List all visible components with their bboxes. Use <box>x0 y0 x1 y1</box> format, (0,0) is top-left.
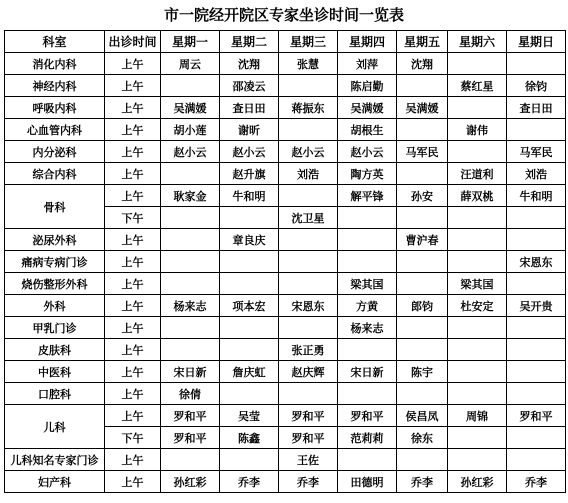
doctor-cell-thursday <box>338 229 397 251</box>
table-row <box>5 229 566 251</box>
doctor-cell-wednesday <box>279 185 338 207</box>
doctor-cell-sunday <box>507 317 566 339</box>
session-cell: 上午 <box>105 295 161 317</box>
doctor-cell-tuesday <box>220 449 279 471</box>
doctor-cell-monday: 罗和平 <box>161 427 220 449</box>
department-cell: 心血管内科 <box>5 119 105 141</box>
doctor-cell-thursday: 方黄 <box>338 295 397 317</box>
doctor-cell-thursday: 吴满媛 <box>338 97 397 119</box>
doctor-cell-sunday <box>507 207 566 229</box>
doctor-cell-tuesday: 章良庆 <box>220 229 279 251</box>
doctor-cell-thursday: 刘萍 <box>338 53 397 75</box>
table-row <box>5 273 566 295</box>
doctor-cell-monday <box>161 339 220 361</box>
doctor-cell-monday: 赵小云 <box>161 141 220 163</box>
doctor-cell-saturday <box>448 251 507 273</box>
department-cell: 口腔科 <box>5 383 105 405</box>
doctor-cell-tuesday: 谢昕 <box>220 119 279 141</box>
doctor-cell-wednesday: 沈卫星 <box>279 207 338 229</box>
doctor-cell-sunday <box>507 53 566 75</box>
doctor-cell-saturday: 杜安定 <box>448 295 507 317</box>
table-row <box>5 405 566 427</box>
doctor-cell-sunday <box>507 273 566 295</box>
doctor-cell-thursday <box>338 251 397 273</box>
doctor-cell-monday <box>161 449 220 471</box>
session-cell: 上午 <box>105 229 161 251</box>
doctor-cell-sunday: 罗和平 <box>507 405 566 427</box>
doctor-cell-tuesday <box>220 273 279 295</box>
doctor-cell-wednesday <box>279 251 338 273</box>
table-row <box>5 141 566 163</box>
doctor-cell-thursday <box>338 339 397 361</box>
doctor-cell-thursday: 田德明 <box>338 471 397 493</box>
doctor-cell-saturday: 周锦 <box>448 405 507 427</box>
doctor-cell-tuesday: 查日田 <box>220 97 279 119</box>
table-row <box>5 53 566 75</box>
session-cell: 上午 <box>105 185 161 207</box>
doctor-cell-saturday <box>448 383 507 405</box>
session-cell: 上午 <box>105 361 161 383</box>
department-cell: 烧伤整形外科 <box>5 273 105 295</box>
header-saturday: 星期六 <box>448 31 507 53</box>
header-tuesday: 星期二 <box>220 31 279 53</box>
session-cell: 上午 <box>105 75 161 97</box>
session-cell: 上午 <box>105 471 161 493</box>
session-cell: 上午 <box>105 383 161 405</box>
table-row <box>5 339 566 361</box>
header-friday: 星期五 <box>397 31 448 53</box>
doctor-cell-friday <box>397 75 448 97</box>
doctor-cell-wednesday: 王佐 <box>279 449 338 471</box>
doctor-cell-thursday: 宋日新 <box>338 361 397 383</box>
header-monday: 星期一 <box>161 31 220 53</box>
session-cell: 上午 <box>105 251 161 273</box>
doctor-cell-friday: 乔李 <box>397 471 448 493</box>
session-cell: 上午 <box>105 141 161 163</box>
doctor-cell-sunday: 马军民 <box>507 141 566 163</box>
doctor-cell-saturday <box>448 339 507 361</box>
doctor-cell-friday <box>397 383 448 405</box>
doctor-cell-monday: 杨来志 <box>161 295 220 317</box>
department-cell: 消化内科 <box>5 53 105 75</box>
doctor-cell-sunday <box>507 361 566 383</box>
schedule-table <box>4 30 566 493</box>
doctor-cell-thursday <box>338 207 397 229</box>
doctor-cell-friday: 郎钧 <box>397 295 448 317</box>
doctor-cell-friday: 侯昌凤 <box>397 405 448 427</box>
table-row <box>5 185 566 207</box>
doctor-cell-monday: 罗和平 <box>161 405 220 427</box>
header-session: 出诊时间 <box>105 31 161 53</box>
doctor-cell-monday <box>161 229 220 251</box>
table-row <box>5 295 566 317</box>
doctor-cell-sunday <box>507 449 566 471</box>
doctor-cell-wednesday: 刘浩 <box>279 163 338 185</box>
session-cell: 上午 <box>105 97 161 119</box>
doctor-cell-thursday: 范莉莉 <box>338 427 397 449</box>
doctor-cell-saturday <box>448 53 507 75</box>
session-cell: 上午 <box>105 119 161 141</box>
department-cell: 皮肤科 <box>5 339 105 361</box>
doctor-cell-wednesday: 张慧 <box>279 53 338 75</box>
table-row <box>5 317 566 339</box>
department-cell: 甲乳门诊 <box>5 317 105 339</box>
doctor-cell-wednesday: 张正勇 <box>279 339 338 361</box>
doctor-cell-tuesday: 赵升旗 <box>220 163 279 185</box>
doctor-cell-thursday: 罗和平 <box>338 405 397 427</box>
doctor-cell-sunday: 宋恩东 <box>507 251 566 273</box>
doctor-cell-tuesday: 项本宏 <box>220 295 279 317</box>
doctor-cell-friday: 吴满媛 <box>397 97 448 119</box>
doctor-cell-saturday: 谢伟 <box>448 119 507 141</box>
doctor-cell-wednesday <box>279 119 338 141</box>
doctor-cell-sunday <box>507 427 566 449</box>
page-title: 市一院经开院区专家坐诊时间一览表 <box>163 6 404 24</box>
doctor-cell-friday <box>397 207 448 229</box>
doctor-cell-tuesday: 乔李 <box>220 471 279 493</box>
doctor-cell-monday <box>161 251 220 273</box>
doctor-cell-sunday: 乔李 <box>507 471 566 493</box>
doctor-cell-friday <box>397 449 448 471</box>
doctor-cell-saturday <box>448 229 507 251</box>
header-department: 科室 <box>5 31 105 53</box>
doctor-cell-friday <box>397 163 448 185</box>
table-row <box>5 251 566 273</box>
doctor-cell-saturday <box>448 427 507 449</box>
department-cell: 综合内科 <box>5 163 105 185</box>
doctor-cell-saturday <box>448 317 507 339</box>
doctor-cell-sunday <box>507 383 566 405</box>
department-cell: 泌尿外科 <box>5 229 105 251</box>
department-cell: 骨科 <box>5 185 105 229</box>
table-row <box>5 119 566 141</box>
doctor-cell-wednesday <box>279 229 338 251</box>
header-thursday: 星期四 <box>338 31 397 53</box>
session-cell: 上午 <box>105 339 161 361</box>
department-cell: 内分泌科 <box>5 141 105 163</box>
department-cell: 外科 <box>5 295 105 317</box>
doctor-cell-saturday: 孙红彩 <box>448 471 507 493</box>
doctor-cell-friday: 马军民 <box>397 141 448 163</box>
doctor-cell-saturday: 蔡红星 <box>448 75 507 97</box>
doctor-cell-tuesday <box>220 317 279 339</box>
doctor-cell-thursday: 梁其国 <box>338 273 397 295</box>
doctor-cell-tuesday: 赵小云 <box>220 141 279 163</box>
table-row <box>5 383 566 405</box>
doctor-cell-friday <box>397 251 448 273</box>
table-row <box>5 449 566 471</box>
doctor-cell-thursday: 陈启勤 <box>338 75 397 97</box>
doctor-cell-saturday <box>448 141 507 163</box>
doctor-cell-sunday <box>507 229 566 251</box>
doctor-cell-wednesday: 罗和平 <box>279 427 338 449</box>
department-cell: 呼吸内科 <box>5 97 105 119</box>
doctor-cell-thursday <box>338 449 397 471</box>
doctor-cell-sunday: 刘浩 <box>507 163 566 185</box>
session-cell: 下午 <box>105 427 161 449</box>
doctor-cell-monday: 吴满媛 <box>161 97 220 119</box>
doctor-cell-monday: 耿家金 <box>161 185 220 207</box>
department-cell: 妇产科 <box>5 471 105 493</box>
session-cell: 上午 <box>105 53 161 75</box>
doctor-cell-monday: 徐倩 <box>161 383 220 405</box>
doctor-cell-monday: 宋日新 <box>161 361 220 383</box>
doctor-cell-saturday <box>448 361 507 383</box>
table-row <box>5 471 566 493</box>
doctor-cell-wednesday <box>279 383 338 405</box>
doctor-cell-wednesday: 罗和平 <box>279 405 338 427</box>
doctor-cell-monday <box>161 75 220 97</box>
doctor-cell-tuesday <box>220 383 279 405</box>
doctor-cell-saturday: 薛双桃 <box>448 185 507 207</box>
doctor-cell-wednesday <box>279 273 338 295</box>
doctor-cell-friday <box>397 339 448 361</box>
doctor-cell-sunday: 查日田 <box>507 97 566 119</box>
doctor-cell-sunday <box>507 119 566 141</box>
doctor-cell-monday: 胡小莲 <box>161 119 220 141</box>
department-cell: 儿科知名专家门诊 <box>5 449 105 471</box>
doctor-cell-friday: 陈宇 <box>397 361 448 383</box>
doctor-cell-tuesday: 詹庆虹 <box>220 361 279 383</box>
doctor-cell-thursday: 陶方英 <box>338 163 397 185</box>
doctor-cell-tuesday: 沈翔 <box>220 53 279 75</box>
doctor-cell-sunday: 徐钧 <box>507 75 566 97</box>
doctor-cell-thursday: 杨来志 <box>338 317 397 339</box>
session-cell: 上午 <box>105 449 161 471</box>
department-cell: 神经内科 <box>5 75 105 97</box>
doctor-cell-monday <box>161 317 220 339</box>
doctor-cell-thursday: 胡根生 <box>338 119 397 141</box>
doctor-cell-tuesday <box>220 251 279 273</box>
doctor-cell-tuesday <box>220 339 279 361</box>
header-wednesday: 星期三 <box>279 31 338 53</box>
doctor-cell-friday: 曹沪春 <box>397 229 448 251</box>
doctor-cell-tuesday <box>220 207 279 229</box>
department-cell: 儿科 <box>5 405 105 449</box>
header-sunday: 星期日 <box>507 31 566 53</box>
doctor-cell-wednesday: 宋恩东 <box>279 295 338 317</box>
doctor-cell-friday <box>397 119 448 141</box>
doctor-cell-thursday <box>338 383 397 405</box>
table-row <box>5 361 566 383</box>
doctor-cell-sunday: 吴开贵 <box>507 295 566 317</box>
doctor-cell-sunday <box>507 339 566 361</box>
doctor-cell-tuesday: 吴莹 <box>220 405 279 427</box>
doctor-cell-wednesday <box>279 317 338 339</box>
session-cell: 上午 <box>105 405 161 427</box>
doctor-cell-friday: 孙安 <box>397 185 448 207</box>
session-cell: 上午 <box>105 273 161 295</box>
table-row <box>5 163 566 185</box>
doctor-cell-thursday: 赵小云 <box>338 141 397 163</box>
department-cell: 中医科 <box>5 361 105 383</box>
doctor-cell-monday: 孙红彩 <box>161 471 220 493</box>
doctor-cell-saturday <box>448 449 507 471</box>
doctor-cell-wednesday: 蒋振东 <box>279 97 338 119</box>
doctor-cell-saturday <box>448 97 507 119</box>
doctor-cell-monday <box>161 273 220 295</box>
doctor-cell-wednesday: 乔李 <box>279 471 338 493</box>
doctor-cell-monday: 周云 <box>161 53 220 75</box>
department-cell: 痛病专病门诊 <box>5 251 105 273</box>
session-cell: 上午 <box>105 163 161 185</box>
doctor-cell-friday: 徐东 <box>397 427 448 449</box>
doctor-cell-monday <box>161 163 220 185</box>
doctor-cell-monday <box>161 207 220 229</box>
header-row <box>5 31 566 53</box>
table-row <box>5 75 566 97</box>
doctor-cell-thursday: 解平锋 <box>338 185 397 207</box>
doctor-cell-tuesday: 邵凌云 <box>220 75 279 97</box>
doctor-cell-wednesday: 赵小云 <box>279 141 338 163</box>
doctor-cell-sunday: 牛和明 <box>507 185 566 207</box>
session-cell: 下午 <box>105 207 161 229</box>
doctor-cell-saturday <box>448 207 507 229</box>
doctor-cell-wednesday: 赵庆辉 <box>279 361 338 383</box>
doctor-cell-saturday: 汪道利 <box>448 163 507 185</box>
doctor-cell-friday <box>397 317 448 339</box>
doctor-cell-wednesday <box>279 75 338 97</box>
doctor-cell-tuesday: 陈鑫 <box>220 427 279 449</box>
doctor-cell-friday <box>397 273 448 295</box>
doctor-cell-tuesday: 牛和明 <box>220 185 279 207</box>
doctor-cell-saturday: 梁其国 <box>448 273 507 295</box>
table-row <box>5 97 566 119</box>
session-cell: 上午 <box>105 317 161 339</box>
doctor-cell-friday: 沈翔 <box>397 53 448 75</box>
